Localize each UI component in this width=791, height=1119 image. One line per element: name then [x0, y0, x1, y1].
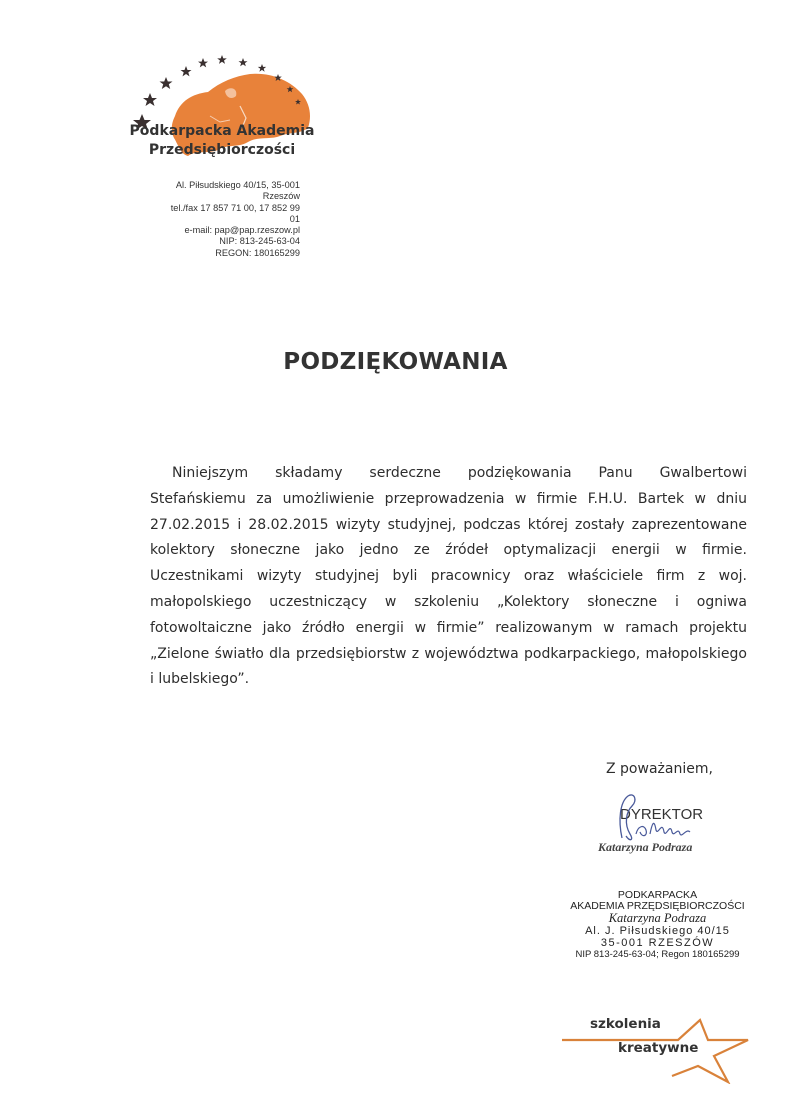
stamp-line6: NIP 813-245-63-04; Regon 180165299: [575, 949, 740, 960]
address-email: e-mail: pap@pap.rzeszow.pl: [184, 225, 300, 236]
organization-name-line2: Przedsiębiorczości: [148, 142, 296, 158]
body-line: fotowoltaiczne jako źródło energii w firmie” realizowanym w ramach projektu: [150, 619, 747, 636]
body-line: i lubelskiego”.: [150, 671, 250, 688]
address-regon: REGON: 180165299: [215, 247, 300, 258]
footer-logo-line1: szkolenia: [590, 1016, 661, 1032]
stamp-line3: Katarzyna Podraza: [608, 911, 707, 925]
stamp-line4: Al. J. Piłsudskiego 40/15: [585, 925, 730, 937]
szkolenia-kreatywne-logo: [560, 1014, 755, 1084]
organization-name: [122, 122, 322, 160]
body-line: kolektory słoneczne jako jedno ze źródeł optymalizacji energii w firmie.: [150, 542, 747, 559]
organization-address: [165, 180, 300, 259]
stamp-line5: 35-001 RZESZÓW: [600, 937, 715, 949]
body-line: 27.02.2015 i 28.02.2015 wizyty studyjnej, podczas której zostały zaprezentowane: [150, 516, 747, 533]
stamp-line2: AKADEMIA PRZĘDSIĘBIORCZOŚCI: [570, 900, 745, 912]
closing-phrase: Z poważaniem,: [606, 761, 713, 777]
address-street: Al. Piłsudskiego 40/15, 35-001 Rzeszów: [175, 180, 300, 202]
document-title: PODZIĘKOWANIA: [283, 349, 508, 375]
body-line: Stefańskiemu za umożliwienie przeprowadzenia w firmie F.H.U. Bartek w dniu: [150, 490, 747, 507]
document-body: [150, 461, 747, 693]
body-line: Uczestnikami wizyty studyjnej byli pracownicy oraz właściciele firm z woj.: [150, 568, 747, 585]
body-line: Niniejszym składamy serdeczne podziękowania Panu Gwalbertowi: [172, 465, 747, 481]
signer-name: Katarzyna Podraza: [598, 840, 693, 854]
address-nip: NIP: 813-245-63-04: [219, 236, 300, 247]
stamp-line1: PODKARPACKA: [617, 889, 698, 901]
body-line: małopolskiego uczestniczący w szkoleniu „Kolektory słoneczne i ogniwa: [150, 593, 747, 610]
signer-title: DYREKTOR: [620, 806, 704, 823]
address-phone: tel./fax 17 857 71 00, 17 852 99 01: [170, 202, 300, 224]
organization-name-line1: Podkarpacka Akademia: [129, 123, 315, 139]
handwritten-signature: [600, 790, 710, 845]
footer-logo-line2: kreatywne: [618, 1040, 699, 1056]
body-line: „Zielone światło dla przedsiębiorstw z województwa podkarpackiego, małopolskiego: [150, 645, 747, 662]
company-stamp: [540, 890, 775, 960]
